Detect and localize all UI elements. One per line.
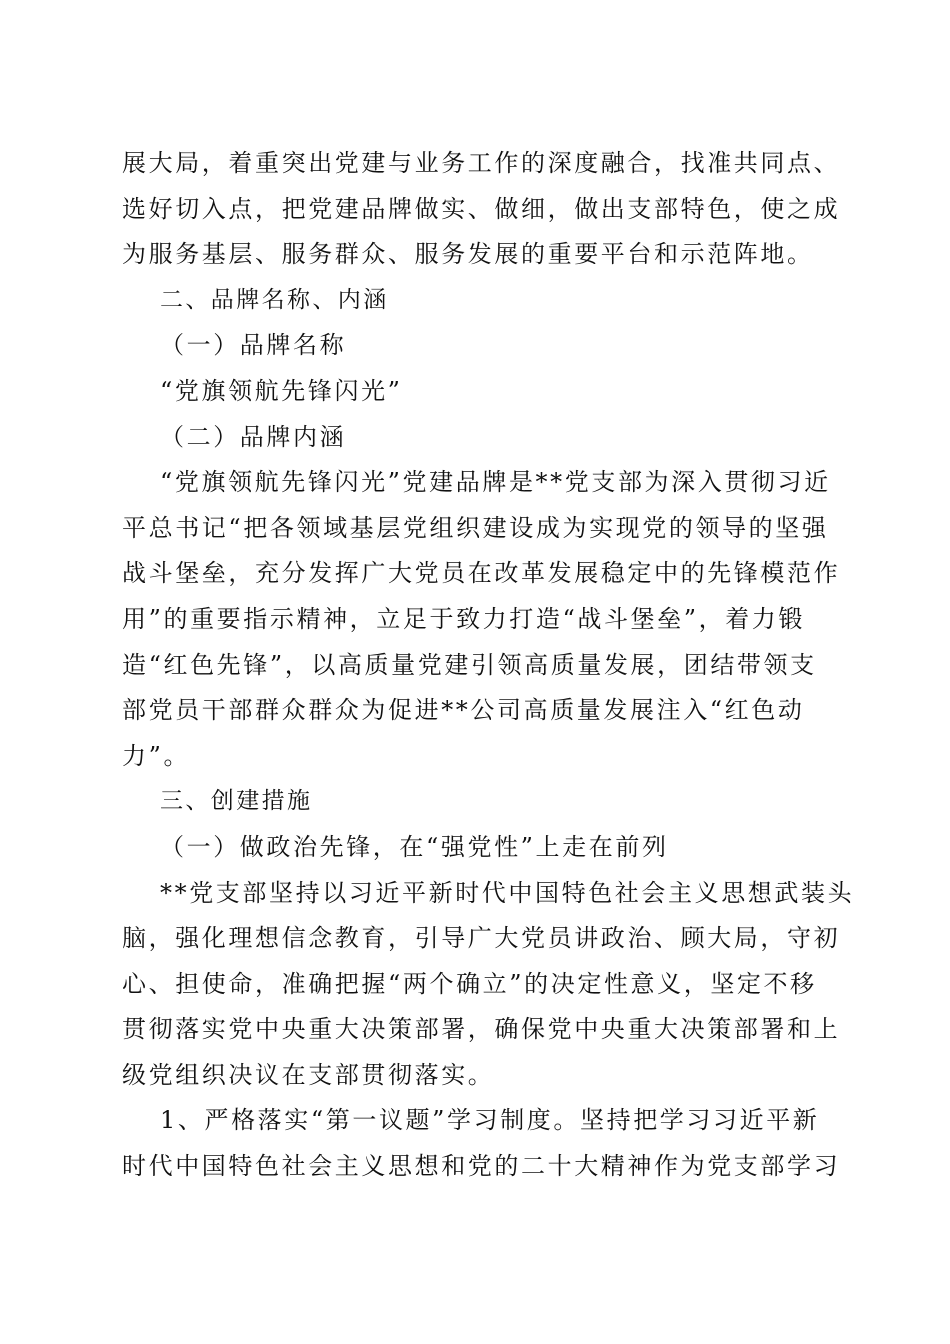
paragraph-line: 时代中国特色社会主义思想和党的二十大精神作为党支部学习 <box>122 1152 841 1181</box>
paragraph-line: 选好切入点，把党建品牌做实、做细，做出支部特色，使之成 <box>122 194 841 223</box>
paragraph-line: 平总书记“把各领域基层党组织建设成为实现党的领导的坚强 <box>122 513 829 542</box>
paragraph-line: “党旗领航先锋闪光”党建品牌是**党支部为深入贯彻习近 <box>160 468 831 497</box>
paragraph-line: 级党组织决议在支部贯彻落实。 <box>122 1060 495 1089</box>
paragraph-line: 展大局，着重突出党建与业务工作的深度融合，找准共同点、 <box>122 149 841 177</box>
section-heading-3: 三、创建措施 <box>160 788 313 815</box>
section-heading-2: 二、品牌名称、内涵 <box>160 286 389 313</box>
paragraph-line: 用”的重要指示精神，立足于致力打造“战斗堡垒”，着力锻 <box>122 604 806 633</box>
paragraph-line: 战斗堡垒，充分发挥广大党员在改革发展稳定中的先锋模范作 <box>122 559 841 588</box>
subsection-heading-brand-name: （一）品牌名称 <box>160 331 347 360</box>
paragraph-line: 1、严格落实“第一议题”学习制度。坚持把学习习近平新 <box>160 1106 820 1135</box>
paragraph-line: 为服务基层、服务群众、服务发展的重要平台和示范阵地。 <box>122 240 814 269</box>
brand-name-text: “党旗领航先锋闪光” <box>160 376 403 405</box>
paragraph-line: 部党员干部群众群众为促进**公司高质量发展注入“红色动 <box>122 696 805 725</box>
subsection-heading-political: （一）做政治先锋，在“强党性”上走在前列 <box>160 832 669 861</box>
paragraph-line: 力”。 <box>122 741 191 770</box>
paragraph-line: **党支部坚持以习近平新时代中国特色社会主义思想武装头 <box>160 878 855 907</box>
paragraph-line: 贯彻落实党中央重大决策部署，确保党中央重大决策部署和上 <box>122 1015 841 1044</box>
paragraph-line: 心、担使命，准确把握“两个确立”的决定性意义，坚定不移 <box>122 969 817 998</box>
subsection-heading-brand-meaning: （二）品牌内涵 <box>160 422 347 451</box>
paragraph-line: 造“红色先锋”，以高质量党建引领高质量发展，团结带领支 <box>122 650 817 679</box>
paragraph-line: 脑，强化理想信念教育，引导广大党员讲政治、顾大局，守初 <box>122 924 841 953</box>
document-body <box>122 141 855 1190</box>
